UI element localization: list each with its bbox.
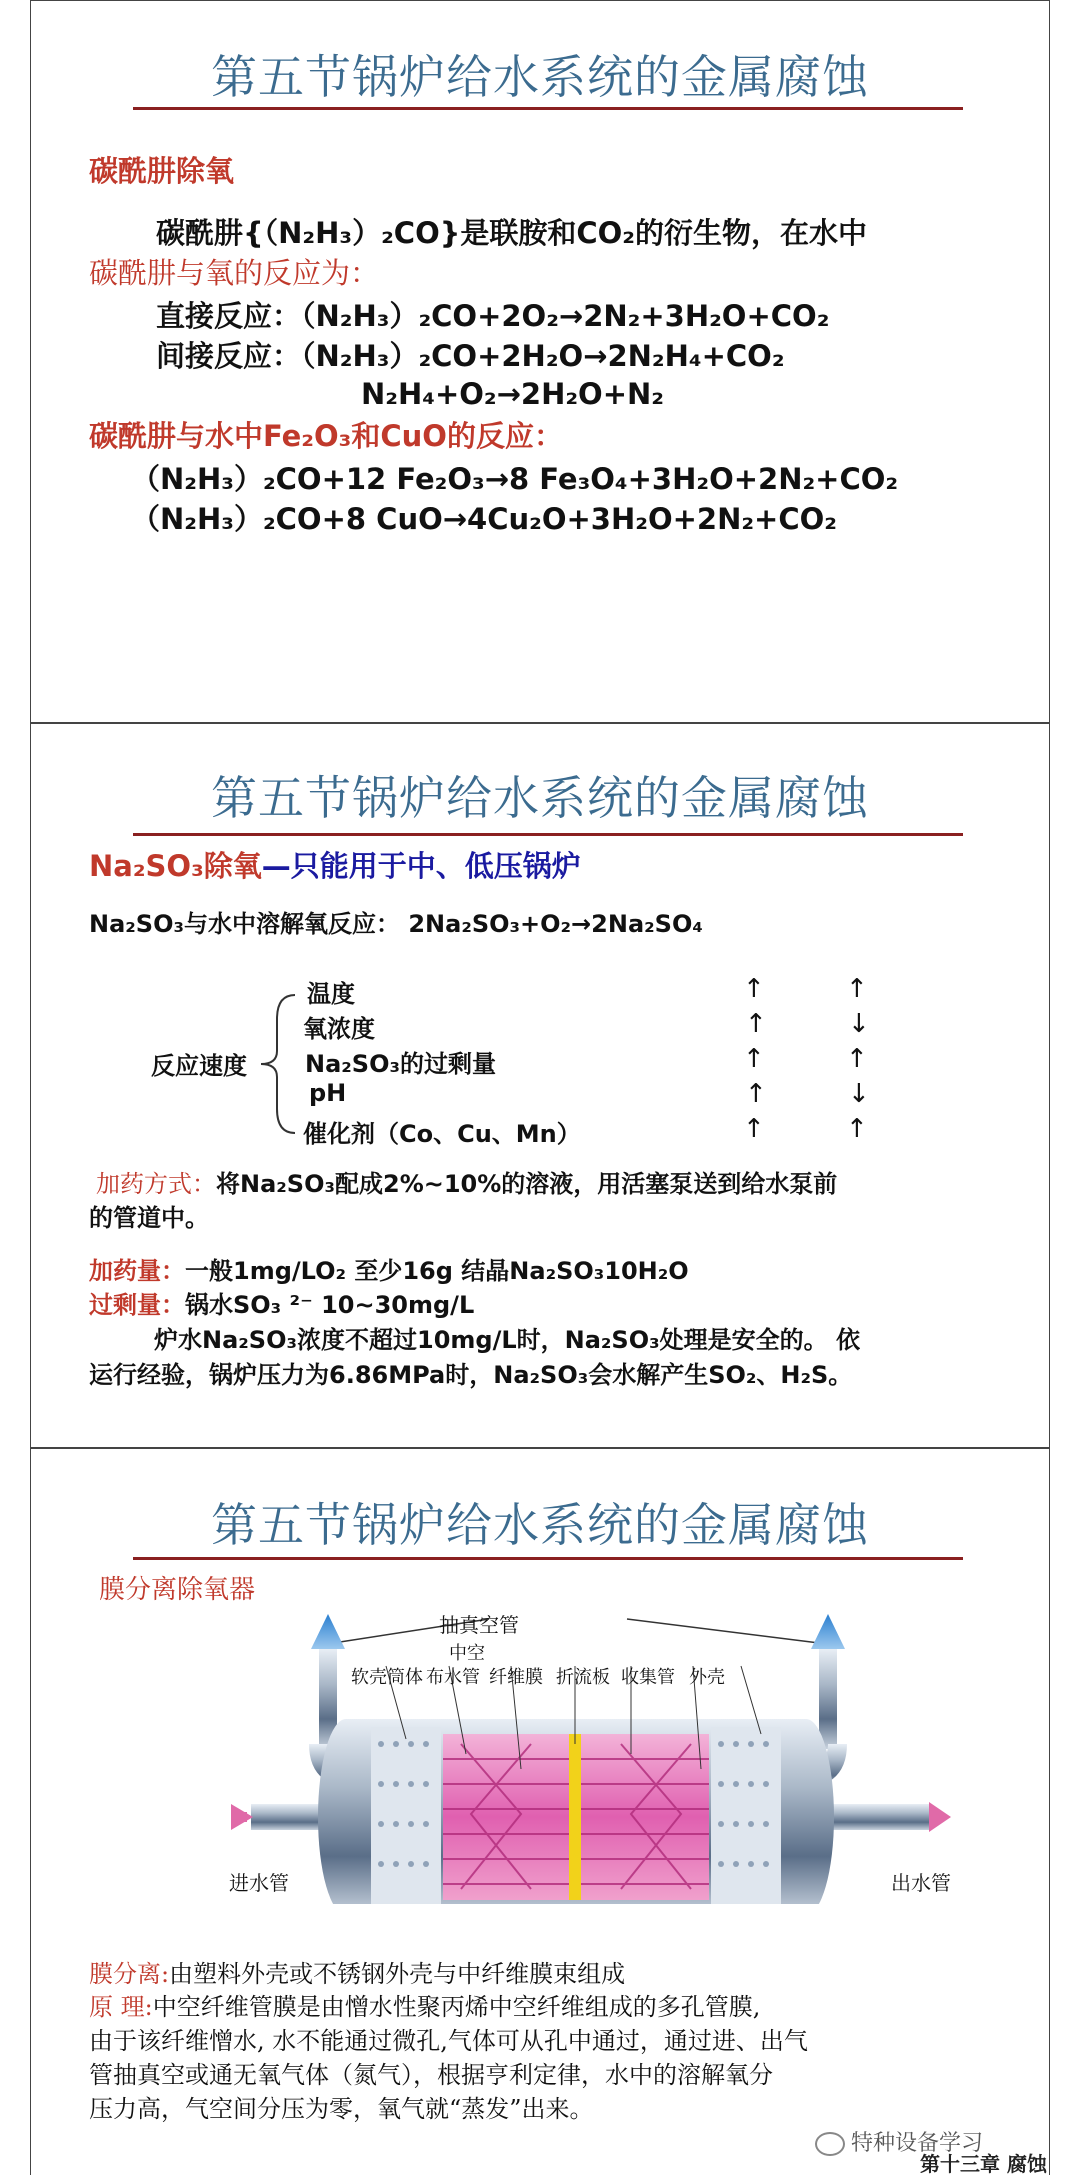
oxide-reaction-intro: 碳酰肼与水中Fe₂O₃和CuO的反应： xyxy=(89,419,563,453)
slide-sodium-sulfite xyxy=(30,723,1050,1448)
direct-reaction: 直接反应：（N₂H₃）₂CO+2O₂→2N₂+3H₂O+CO₂ xyxy=(156,299,830,333)
membrane-line xyxy=(89,1954,625,1989)
arrow-up-icon: ↑ xyxy=(745,1079,767,1109)
slide-carbohydrazide xyxy=(30,0,1050,723)
principle-line xyxy=(89,1987,760,2022)
title-rule xyxy=(133,1557,963,1560)
dosing-line xyxy=(96,1164,837,1199)
amount-line xyxy=(89,1251,689,1286)
principle-label: 原 理: xyxy=(89,1993,153,2021)
principle-text-4: 压力高，气空间分压为零，氧气就“蒸发”出来。 xyxy=(89,2095,594,2123)
slide-title: 第五节锅炉给水系统的金属腐蚀 xyxy=(211,771,869,825)
label-inlet: 进水管 xyxy=(229,1871,289,1895)
heading-red: Na₂SO₃除氧 xyxy=(89,849,262,883)
arrow-down-icon: ↓ xyxy=(848,1079,870,1109)
brace-icon xyxy=(255,989,303,1139)
slide-membrane-deaerator xyxy=(30,1448,1050,2175)
factor-ph: pH xyxy=(309,1079,347,1107)
excess-line xyxy=(89,1285,474,1320)
label-fiber: 纤维膜 xyxy=(489,1667,543,1688)
membrane-label: 膜分离: xyxy=(89,1960,170,1988)
slide-title: 第五节锅炉给水系统的金属腐蚀 xyxy=(211,1498,869,1552)
factor-excess: Na₂SO₃的过剩量 xyxy=(305,1050,496,1078)
principle-text-2: 由于该纤维憎水, 水不能通过微孔,气体可从孔中通过，通过进、出气 xyxy=(89,2027,808,2055)
principle-text-1: 中空纤维管膜是由憎水性聚丙烯中空纤维组成的多孔管膜, xyxy=(152,1993,761,2021)
principle-text-3: 管抽真空或通无氧气体（氮气），根据亨利定律，水中的溶解氧分 xyxy=(89,2061,773,2089)
dosing-label: 加药方式： xyxy=(96,1170,216,1198)
dosing-text-cont: 的管道中。 xyxy=(89,1204,209,1232)
excess-label: 过剩量： xyxy=(89,1291,185,1319)
slide-title: 第五节锅炉给水系统的金属腐蚀 xyxy=(211,50,869,104)
amount-label: 加药量： xyxy=(89,1257,185,1285)
factor-oxygen: 氧浓度 xyxy=(303,1015,375,1043)
indirect-reaction-2: N₂H₄+O₂→2H₂O+N₂ xyxy=(361,377,664,411)
intro-line: 碳酰肼{（N₂H₃）₂CO}是联胺和CO₂的衍生物，在水中 xyxy=(156,216,868,250)
indirect-reaction-1: 间接反应：（N₂H₃）₂CO+2H₂O→2N₂H₄+CO₂ xyxy=(156,339,785,373)
label-outer: 外壳 xyxy=(689,1667,725,1688)
note-line-2: 运行经验，锅炉压力为6.86MPa时，Na₂SO₃会水解产生SO₂、H₂S。 xyxy=(89,1361,853,1389)
label-outlet: 出水管 xyxy=(891,1871,951,1895)
section-heading xyxy=(89,844,581,885)
factor-temperature: 温度 xyxy=(307,980,355,1008)
arrow-up-icon: ↑ xyxy=(846,974,868,1004)
label-shell-tube: 软壳筒体 xyxy=(351,1667,423,1688)
label-collector: 收集管 xyxy=(621,1667,675,1688)
heading-blue: —只能用于中、低压锅炉 xyxy=(261,849,581,883)
title-rule xyxy=(133,833,963,836)
arrow-up-icon: ↑ xyxy=(745,1009,767,1039)
arrow-down-icon: ↓ xyxy=(848,1009,870,1039)
label-distributor: 布水管 xyxy=(426,1667,480,1688)
title-rule xyxy=(133,107,963,110)
amount-text: 一般1mg/LO₂ 至少16g 结晶Na₂SO₃10H₂O xyxy=(185,1257,689,1285)
membrane-text: 由塑料外壳或不锈钢外壳与中纤维膜束组成 xyxy=(169,1960,626,1988)
section-heading: 膜分离除氧器 xyxy=(99,1575,256,1605)
reaction-intro: 碳酰肼与氧的反应为： xyxy=(89,256,380,290)
factor-catalyst: 催化剂（Co、Cu、Mn） xyxy=(303,1120,581,1148)
label-hollow: 中空 xyxy=(449,1643,485,1664)
section-heading: 碳酰肼除氧 xyxy=(89,154,235,188)
arrow-up-icon: ↑ xyxy=(743,1044,765,1074)
wechat-icon xyxy=(815,2132,845,2156)
corner-text: 第十三章 腐蚀 xyxy=(920,2152,1047,2176)
cuo-reaction: （N₂H₃）₂CO+8 CuO→4Cu₂O+3H₂O+2N₂+CO₂ xyxy=(131,502,837,536)
dosing-text: 将Na₂SO₃配成2%~10%的溶液，用活塞泵送到给水泵前 xyxy=(216,1170,838,1198)
watermark-text: 特种设备学习 xyxy=(851,2131,984,2156)
membrane-deaerator-diagram xyxy=(231,1594,991,1904)
rate-label: 反应速度 xyxy=(151,1052,247,1080)
note-line-1: 炉水Na₂SO₃浓度不超过10mg/L时，Na₂SO₃处理是安全的。 依 xyxy=(154,1326,860,1354)
label-baffle: 折流板 xyxy=(556,1667,610,1688)
sulfite-reaction: Na₂SO₃与水中溶解氧反应： 2Na₂SO₃+O₂→2Na₂SO₄ xyxy=(89,910,703,938)
label-vacuum: 抽真空管 xyxy=(439,1613,519,1637)
arrow-up-icon: ↑ xyxy=(846,1114,868,1144)
fe-reaction: （N₂H₃）₂CO+12 Fe₂O₃→8 Fe₃O₄+3H₂O+2N₂+CO₂ xyxy=(131,462,899,496)
arrow-up-icon: ↑ xyxy=(846,1044,868,1074)
arrow-up-icon: ↑ xyxy=(743,1114,765,1144)
arrow-up-icon: ↑ xyxy=(743,974,765,1004)
excess-text: 锅水SO₃ ²⁻ 10~30mg/L xyxy=(185,1291,475,1319)
